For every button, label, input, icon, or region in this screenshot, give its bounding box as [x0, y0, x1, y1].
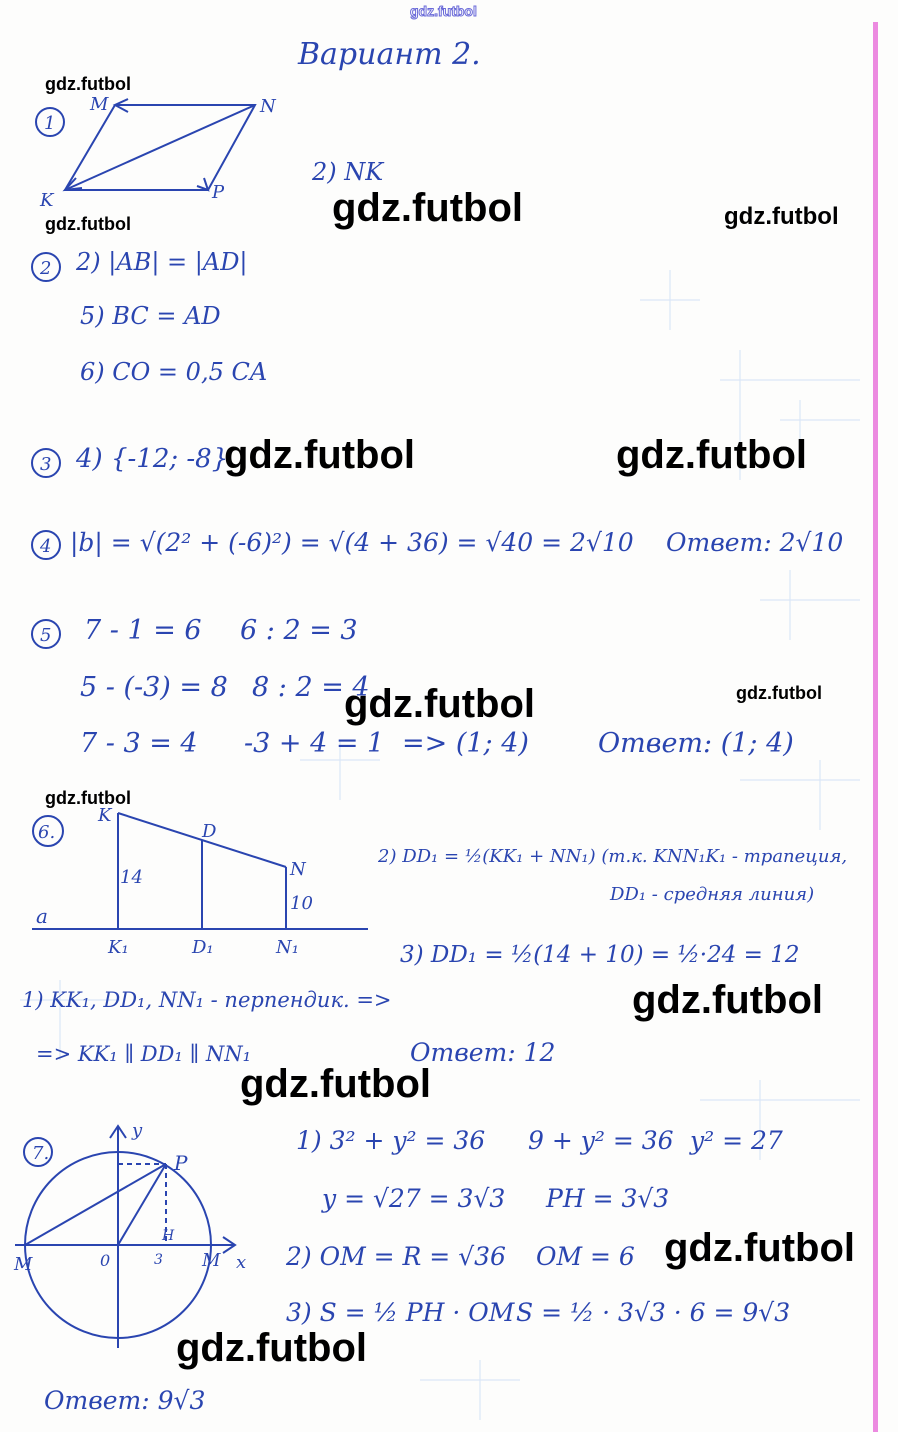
vertex-n-label: N: [260, 96, 276, 117]
task6-step2-line-1: 2) DD₁ = ½(KK₁ + NN₁) (т.к. KNN₁K₁ - трапеция,: [378, 846, 848, 867]
task6-number: 6.: [38, 822, 56, 843]
task5-line-3: 5 - (-3) = 8: [80, 672, 228, 703]
task5-line-2: 6 : 2 = 3: [240, 615, 358, 646]
task6-step1-line-1: 1) KK₁, DD₁, NN₁ - перпендик. =>: [22, 988, 392, 1012]
task7-line-3a: 2) OM = R = √36: [286, 1242, 506, 1271]
task6-step3: 3) DD₁ = ½(14 + 10) = ½·24 = 12: [400, 942, 800, 968]
task6-step2-line-2: DD₁ - средняя линия): [610, 884, 815, 905]
task4-number: 4: [40, 536, 52, 557]
watermark: gdz.futbol: [736, 683, 822, 703]
watermark: gdz.futbol: [224, 433, 416, 477]
task1-parallelogram: [30, 88, 290, 213]
vertex-p-label: P: [212, 182, 225, 203]
axis-x-label: x: [236, 1252, 247, 1273]
watermark: gdz.futbol: [664, 1226, 856, 1270]
task3-number: 3: [40, 454, 52, 475]
task5-line-1: 7 - 1 = 6: [84, 615, 202, 646]
watermark-top: gdz.futbol: [410, 3, 477, 19]
line-a-label: a: [36, 904, 48, 928]
task7-answer: Ответ: 9√3: [44, 1386, 206, 1415]
watermark: gdz.futbol: [45, 214, 131, 234]
watermark: gdz.futbol: [344, 682, 536, 726]
task7-line-2a: y = √27 = 3√3: [322, 1184, 506, 1213]
task4-solution: |b| = √(2² + (-6)²) = √(4 + 36) = √40 = 2√10: [70, 528, 634, 557]
length-14-label: 14: [120, 867, 143, 888]
length-10-label: 10: [290, 893, 313, 914]
task5-line-5: 7 - 3 = 4: [80, 728, 198, 759]
watermark: gdz.futbol: [45, 788, 131, 808]
point-k-label: K: [98, 805, 112, 826]
margin-line: [873, 22, 878, 1432]
task6-step1-line-2: => KK₁ ∥ DD₁ ∥ NN₁: [36, 1042, 252, 1066]
task2-line-2: 5) BC = AD: [80, 302, 221, 330]
axis-y-label: y: [132, 1120, 143, 1141]
task7-line-4b: S = ½ · 3√3 · 6 = 9√3: [516, 1298, 791, 1327]
point-n1-label: N₁: [276, 937, 299, 958]
task5-line-4: 8 : 2 = 4: [252, 672, 370, 703]
task4-number-circle: [30, 528, 70, 564]
task5-line-6: -3 + 4 = 1: [244, 728, 385, 759]
task7-line-4a: 3) S = ½ PH · OM: [286, 1298, 515, 1327]
task3-number-circle: [30, 446, 70, 482]
task5-number-circle: [30, 617, 70, 653]
point-p-label: P: [174, 1151, 188, 1175]
task1-number: 1: [44, 113, 56, 134]
task7-line-1a: 1) 3² + y² = 36: [296, 1126, 486, 1155]
vertex-k-label: K: [40, 190, 54, 211]
page-title: Вариант 2.: [298, 37, 481, 72]
task2-number: 2: [40, 258, 52, 279]
watermark: gdz.futbol: [632, 978, 824, 1022]
watermark: gdz.futbol: [616, 433, 808, 477]
task7-line-1b: 9 + y² = 36: [528, 1126, 674, 1155]
task6-trapezoid: [28, 805, 378, 965]
task7-line-1c: y² = 27: [690, 1126, 783, 1155]
point-k1-label: K₁: [108, 937, 129, 958]
task1-answer: 2) NK: [312, 158, 384, 186]
task3-answer: 4) {-12; -8}: [76, 444, 229, 474]
task7-number: 7.: [32, 1143, 50, 1164]
watermark: gdz.futbol: [176, 1326, 368, 1370]
task2-line-3: 6) CO = 0,5 CA: [80, 358, 268, 386]
task5-number: 5: [40, 625, 52, 646]
task2-number-circle: [30, 250, 70, 286]
task6-answer: Ответ: 12: [410, 1038, 556, 1067]
point-m-left-label: M: [14, 1254, 33, 1275]
origin-label: 0: [100, 1251, 111, 1270]
task2-line-1: 2) |AB| = |AD|: [76, 248, 248, 276]
watermark: gdz.futbol: [332, 186, 524, 230]
task7-line-2b: PH = 3√3: [546, 1184, 670, 1213]
task5-line-7: => (1; 4): [402, 728, 529, 759]
point-d1-label: D₁: [192, 937, 214, 958]
point-h-label: H: [162, 1228, 175, 1244]
tick-3-label: 3: [154, 1252, 163, 1268]
watermark: gdz.futbol: [45, 74, 131, 94]
watermark: gdz.futbol: [724, 203, 839, 230]
task7-line-3b: OM = 6: [536, 1242, 635, 1271]
watermark: gdz.futbol: [240, 1062, 432, 1106]
point-n-label: N: [290, 859, 306, 880]
vertex-m-label: M: [90, 94, 109, 115]
task7-circle-figure: [10, 1118, 270, 1358]
task4-answer: Ответ: 2√10: [666, 528, 844, 557]
point-d-label: D: [202, 821, 217, 842]
point-m-right-label: M: [202, 1250, 221, 1271]
task5-answer: Ответ: (1; 4): [598, 728, 794, 759]
